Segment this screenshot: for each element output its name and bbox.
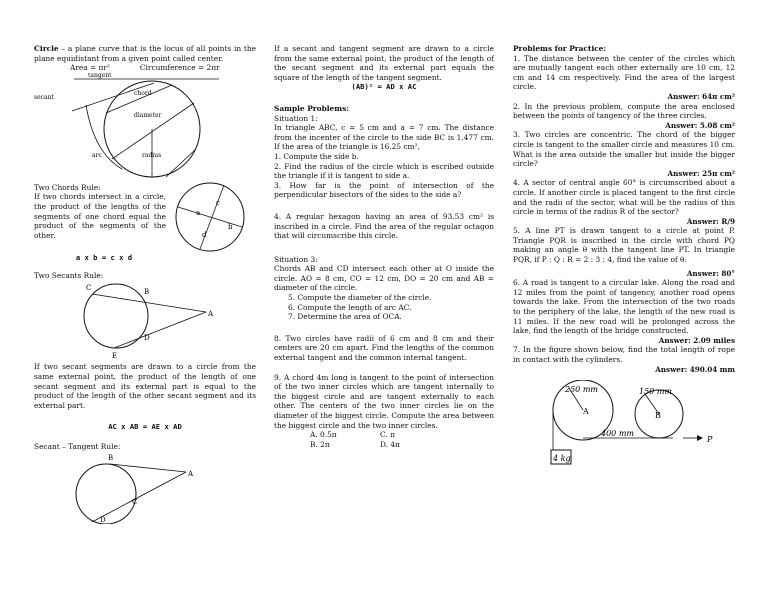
answer-5: Answer: 80°	[686, 268, 735, 278]
situation-1-item: 3. How far is the point of intersection of the perpendicular bisectors of the sides to the side a?	[274, 180, 494, 200]
center-a-label: A	[583, 407, 589, 417]
two-chords-formula: a x b = c x d	[75, 252, 133, 262]
practice-problem-1: 1. The distance between the center of the circles which are mutually tangent each other externally are 10 cm, 12 cm and 14 cm respectively. Find the area of the largest circle.	[513, 53, 735, 92]
answer-4: Answer: R/9	[686, 216, 735, 226]
choice-d: D. 4π	[380, 439, 400, 449]
arc-arrow	[86, 105, 122, 169]
label-a: a	[196, 208, 201, 217]
chord-cd	[200, 185, 224, 249]
circle-definition	[34, 44, 256, 63]
choice-a: A. 0.5π	[310, 430, 337, 440]
cylinders-figure	[513, 380, 735, 470]
problem-8: 8. Two circles have radii of 6 cm and 8 cm and their centers are 20 cm apart. Find the lengths of the common external tangent and the common internal tangent.	[274, 333, 494, 363]
secant-tangent-figure	[34, 452, 256, 524]
sample-problems-title: Sample Problems:	[274, 103, 349, 113]
column-1	[34, 44, 256, 524]
column-3	[513, 44, 735, 470]
two-chords-figure	[170, 177, 256, 257]
situation-1-item: 2. Find the radius of the circle which is escribed outside the triangle if it is tangent to side a.	[274, 161, 494, 181]
st-label-C: C	[132, 497, 138, 506]
secant-label: secant	[34, 93, 54, 101]
secant-da	[92, 472, 186, 522]
problem-9: 9. A chord 4m long is tangent to the point of intersection of the two inner circles which are tangent internally to the biggest circle and are tangent externally to each other. The centers of the two inner circles lie on the diameter of the biggest circle. Compute the area between the biggest circle and the two inner circles.	[274, 372, 494, 430]
circle-def-text: – a plane curve that is the locus of all points in the plane equidistant from a given point called center.	[34, 44, 256, 63]
answer-3: Answer: 25π cm²	[667, 168, 735, 178]
label-b: b	[228, 222, 233, 231]
secant-line	[72, 83, 154, 111]
st-label-A: A	[188, 469, 194, 478]
radius-label: radius	[142, 151, 162, 159]
two-chords-section	[34, 183, 256, 271]
two-chords-title: Two Chords Rule:	[34, 182, 101, 192]
secant-tangent-title: Secant – Tangent Rule:	[34, 441, 121, 451]
situation-1-title: Situation 1:	[274, 113, 318, 123]
arc-label: arc	[92, 151, 102, 159]
choice-c: C. π	[380, 430, 395, 440]
label-A: A	[208, 310, 214, 319]
situation-1-item: 1. Compute the side b.	[274, 151, 359, 161]
situation-3-item: 5. Compute the diameter of the circle.	[288, 293, 432, 303]
answer-1: Answer: 64π cm²	[667, 91, 735, 101]
label-D: D	[144, 334, 150, 343]
secant-cb	[92, 294, 206, 312]
situation-1-text: In triangle ABC, c = 5 cm and a = 7 cm. The distance from the incenter of the circle to the side BC is 1.477 cm. If the area of the triangle is 16.25 cm²,	[274, 123, 494, 152]
circumference-formula: Circumference = 2πr	[139, 63, 220, 73]
practice-title: Problems for Practice:	[513, 44, 607, 53]
st-label-D: D	[100, 515, 106, 524]
two-chords-text: If two chords intersect in a circle, the product of the lengths of the segments of one chord equal the product of the segments of the other.	[34, 192, 166, 240]
two-chords-text-block	[34, 183, 166, 241]
practice-problem-7: 7. In the figure shown below, find the total length of rope in contact with the cylinders.	[513, 345, 735, 364]
circle-parts-figure	[34, 73, 256, 183]
center-b-label: B	[655, 411, 661, 421]
arrow-p-icon	[697, 435, 703, 441]
two-secants-figure	[34, 280, 256, 360]
circle-term: Circle	[34, 44, 59, 53]
practice-problem-5: 5. A line PT is drawn tangent to a circle at point P. Triangle PQR is inscribed in the circle with chord PQ making an angle θ with the tangent line PT. In triangle PQR, if P : Q : R = 2 : 3 : 4, find the value of θ.	[513, 226, 735, 265]
situation-3-text: Chords AB and CD intersect each other at O inside the circle. AO = 8 cm, CO = 12 cm, DO = 20 cm and AB = diameter of the circle.	[274, 264, 494, 293]
two-secants-text: If two secant segments are drawn to a circle from the same external point, the product of the length of one secant segment and its external part is equal to the product of the length of the other secant segment and its external part.	[34, 362, 256, 410]
area-formula: Area = πr²	[70, 63, 110, 73]
column-2	[274, 44, 494, 449]
answer-7: Answer: 490.04 mm	[655, 364, 735, 374]
label-B: B	[144, 288, 150, 297]
two-secants-title: Two Secants Rule:	[34, 270, 104, 280]
secant-tangent-formula: (AB)² = AD x AC	[351, 82, 417, 92]
weight-label: 4 kg	[553, 454, 571, 464]
choice-b: B. 2π	[310, 439, 330, 449]
secant-tangent-rule-text: If a secant and tangent segment are drawn to a circle from the same external point, the product of the length of the secant segment and its external part equals the square of the length of the tangent segment.	[274, 44, 494, 82]
label-d: d	[202, 230, 207, 239]
situation-3-title: Situation 3:	[274, 254, 318, 264]
tangent-label: tangent	[88, 72, 112, 79]
practice-problem-4: 4. A sector of central angle 60° is circumscribed about a circle. If another circle is placed tangent to the first circle and the radii of the sector, what will be the radius of this circle in terms of the radius R of the sector?	[513, 178, 735, 217]
distance-label: 400 mm	[601, 429, 634, 439]
diameter-label: diameter	[134, 111, 162, 119]
practice-problem-3: 3. Two circles are concentric. The chord of the bigger circle is tangent to the smaller circle and measures 10 cm. What is the area outside the smaller but inside the bigger circle?	[513, 130, 735, 169]
r2-label: 150 mm	[639, 387, 672, 397]
two-secants-formula: AC x AB = AE x AD	[108, 422, 182, 432]
st-label-B: B	[108, 453, 114, 462]
chord-label: chord	[134, 89, 152, 97]
answer-6: Answer: 2.09 miles	[658, 335, 735, 345]
label-C: C	[86, 284, 92, 293]
extra-chord	[166, 149, 196, 177]
situation-3-item: 6. Compute the length of arc AC.	[288, 302, 412, 312]
situation-3-item: 7. Determine the area of OCA.	[288, 312, 402, 322]
answer-2: Answer: 5.08 cm²	[665, 120, 735, 130]
secant-ed	[114, 312, 206, 348]
problem-9-choices	[274, 430, 494, 449]
problem-4: 4. A regular hexagon having an area of 93.53 cm² is inscribed in a circle. Find the area of the regular octagon that will circumscribe this circle.	[274, 211, 494, 241]
label-c: c	[216, 198, 220, 207]
p-label: P	[707, 435, 713, 445]
practice-problem-2: 2. In the previous problem, compute the area enclosed between the points of tangency of the three circles.	[513, 101, 735, 121]
r1-label: 250 mm	[565, 385, 598, 395]
practice-problem-6: 6. A road is tangent to a circular lake. Along the road and 12 miles from the point of tangency, another road opens towards the lake. From the intersection of the two roads to the periphery of the lake, the length of the new road is 11 miles. If the new road will be prolonged across the lake, find the length of the bridge constructed.	[513, 278, 735, 336]
label-E: E	[112, 352, 118, 361]
circle-formulas	[34, 63, 256, 73]
